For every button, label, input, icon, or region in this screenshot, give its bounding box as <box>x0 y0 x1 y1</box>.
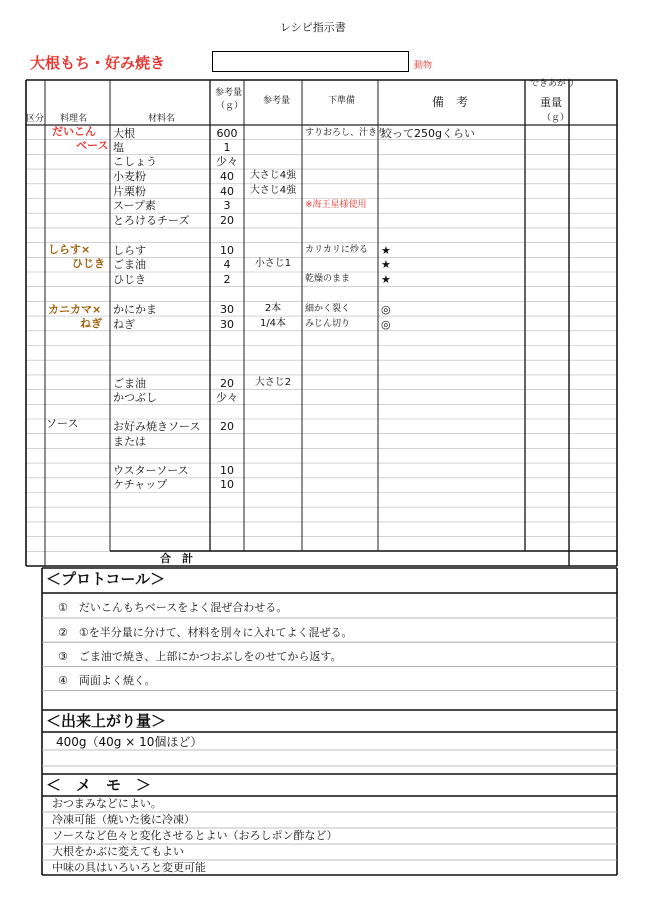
header-ref-grams: 参考量 <box>215 88 243 98</box>
animal-input-box[interactable] <box>212 51 409 72</box>
group-negi: ねぎ <box>80 317 102 330</box>
ingredient-name: しらす <box>113 244 146 257</box>
ingredient-prep: カリカリに炒る <box>305 245 368 255</box>
group-kanikama: カニカマ× <box>48 303 102 316</box>
ingredient-note: ★ <box>381 273 391 286</box>
memo-line: ソースなど色々と変化させるとよい（おろしポン酢など） <box>52 829 338 842</box>
ingredient-ref-amount: 1/4本 <box>259 318 287 329</box>
memo-line: 大根をかぶに変えてもよい <box>52 845 184 858</box>
ingredient-note: 絞って250gくらい <box>381 127 475 140</box>
memo-line: 冷凍可能（焼いた後に冷凍） <box>52 813 195 826</box>
memo-line: 中味の具はいろいろと変更可能 <box>52 861 206 874</box>
ingredient-qty: 20 <box>220 214 234 227</box>
total-label: 合 計 <box>160 552 193 565</box>
memo-title: ＜ メ モ ＞ <box>46 776 152 794</box>
ingredient-qty: 少々 <box>216 155 238 168</box>
ingredient-qty: 10 <box>220 244 234 257</box>
yield-title: ＜出来上がり量＞ <box>46 712 167 730</box>
recipe-name: 大根もち・好み焼き <box>30 54 166 72</box>
ingredient-name: とろけるチーズ <box>113 214 190 227</box>
ingredient-ref-amount: 大さじ2 <box>254 377 292 388</box>
ingredient-qty: 40 <box>220 185 234 198</box>
animal-label: 動物 <box>414 61 433 71</box>
protocol-step: ② ①を半分量に分けて、材料を別々に入れてよく混ぜる。 <box>58 626 353 639</box>
yield-value: 400g（40g × 10個ほど） <box>56 735 203 749</box>
header-weight-unit: （ｇ） <box>542 113 570 123</box>
ingredient-prep: みじん切り <box>305 319 351 329</box>
header-ref-amount: 参考量 <box>263 96 291 106</box>
ingredient-qty: 4 <box>223 258 231 271</box>
document-title: レシピ指示書 <box>280 21 346 34</box>
protocol-step: ④ 両面よく焼く。 <box>58 674 156 687</box>
ingredient-prep: 細かく裂く <box>305 304 351 314</box>
ingredient-name: ウスターソース <box>113 464 189 477</box>
ingredient-qty: 20 <box>220 377 234 390</box>
ingredient-name: かつぶし <box>113 391 157 404</box>
ingredient-qty: 30 <box>220 318 234 331</box>
ingredient-name: 大根 <box>113 127 135 140</box>
ingredient-name: 小麦粉 <box>113 170 146 183</box>
protocol-title: ＜プロトコール＞ <box>46 570 166 588</box>
ingredient-ref-amount: 大さじ4強 <box>249 170 297 181</box>
ingredient-qty: 少々 <box>216 391 238 404</box>
ingredient-name: ごま油 <box>113 377 146 390</box>
ingredient-qty: 40 <box>220 170 234 183</box>
protocol-step: ① だいこんもちベースをよく混ぜ合わせる。 <box>58 601 288 614</box>
header-kubun: 区分 <box>26 114 45 124</box>
ingredient-ref-amount: 2本 <box>264 303 282 314</box>
ingredient-qty: 30 <box>220 303 234 316</box>
header-dish-name: 料理名 <box>60 114 88 124</box>
ingredient-ref-amount: 大さじ4強 <box>249 185 297 196</box>
ingredient-note: ◎ <box>381 318 391 331</box>
ingredient-qty: 10 <box>220 464 234 477</box>
ingredient-qty: 20 <box>220 420 234 433</box>
ingredient-name: 片栗粉 <box>113 185 146 198</box>
ingredient-name: こしょう <box>113 155 157 168</box>
group-hijiki: ひじき <box>72 257 105 270</box>
ingredient-note: ◎ <box>381 303 391 316</box>
ingredient-name: かにかま <box>113 303 157 316</box>
ingredient-qty: 600 <box>216 127 238 140</box>
ingredient-note: ★ <box>381 258 391 271</box>
header-finished: できあがり <box>530 79 576 89</box>
ingredient-prep: 乾燥のまま <box>305 274 351 284</box>
ingredient-name: ねぎ <box>113 318 135 331</box>
group-sauce: ソース <box>46 417 79 430</box>
header-ref-grams-unit: （ｇ） <box>216 101 244 111</box>
ingredient-name: または <box>113 435 146 448</box>
memo-line: おつまみなどによい。 <box>52 797 162 810</box>
ingredient-name: ケチャップ <box>113 478 168 491</box>
ingredient-name: お好み焼きソース <box>113 420 201 433</box>
ingredient-qty: 2 <box>223 273 231 286</box>
header-prep: 下準備 <box>328 96 356 106</box>
protocol-step: ③ ごま油で焼き、上部にかつおぶしをのせてから返す。 <box>58 650 342 663</box>
group-shirasu: しらす× <box>48 243 91 256</box>
ingredient-qty: 1 <box>223 141 231 154</box>
ingredient-name: スープ素 <box>113 199 156 212</box>
ingredient-ref-amount: 小さじ1 <box>254 258 292 269</box>
ingredient-name: ひじき <box>113 273 146 286</box>
header-notes: 備 考 <box>432 95 469 109</box>
ingredient-qty: 10 <box>220 478 234 491</box>
group-base: ベース <box>76 139 109 152</box>
ingredient-note: ★ <box>381 244 391 257</box>
ingredient-name: 塩 <box>113 141 124 154</box>
header-weight: 重量 <box>540 96 562 109</box>
ingredient-name: ごま油 <box>113 258 146 271</box>
ingredient-prep: ※海王星様使用 <box>305 200 367 210</box>
ingredient-prep: すりおろし、汁きり <box>305 128 387 138</box>
header-ingredient-name: 材料名 <box>148 114 176 124</box>
group-daikon: だいこん <box>52 125 96 138</box>
ingredient-qty: 3 <box>223 199 231 212</box>
